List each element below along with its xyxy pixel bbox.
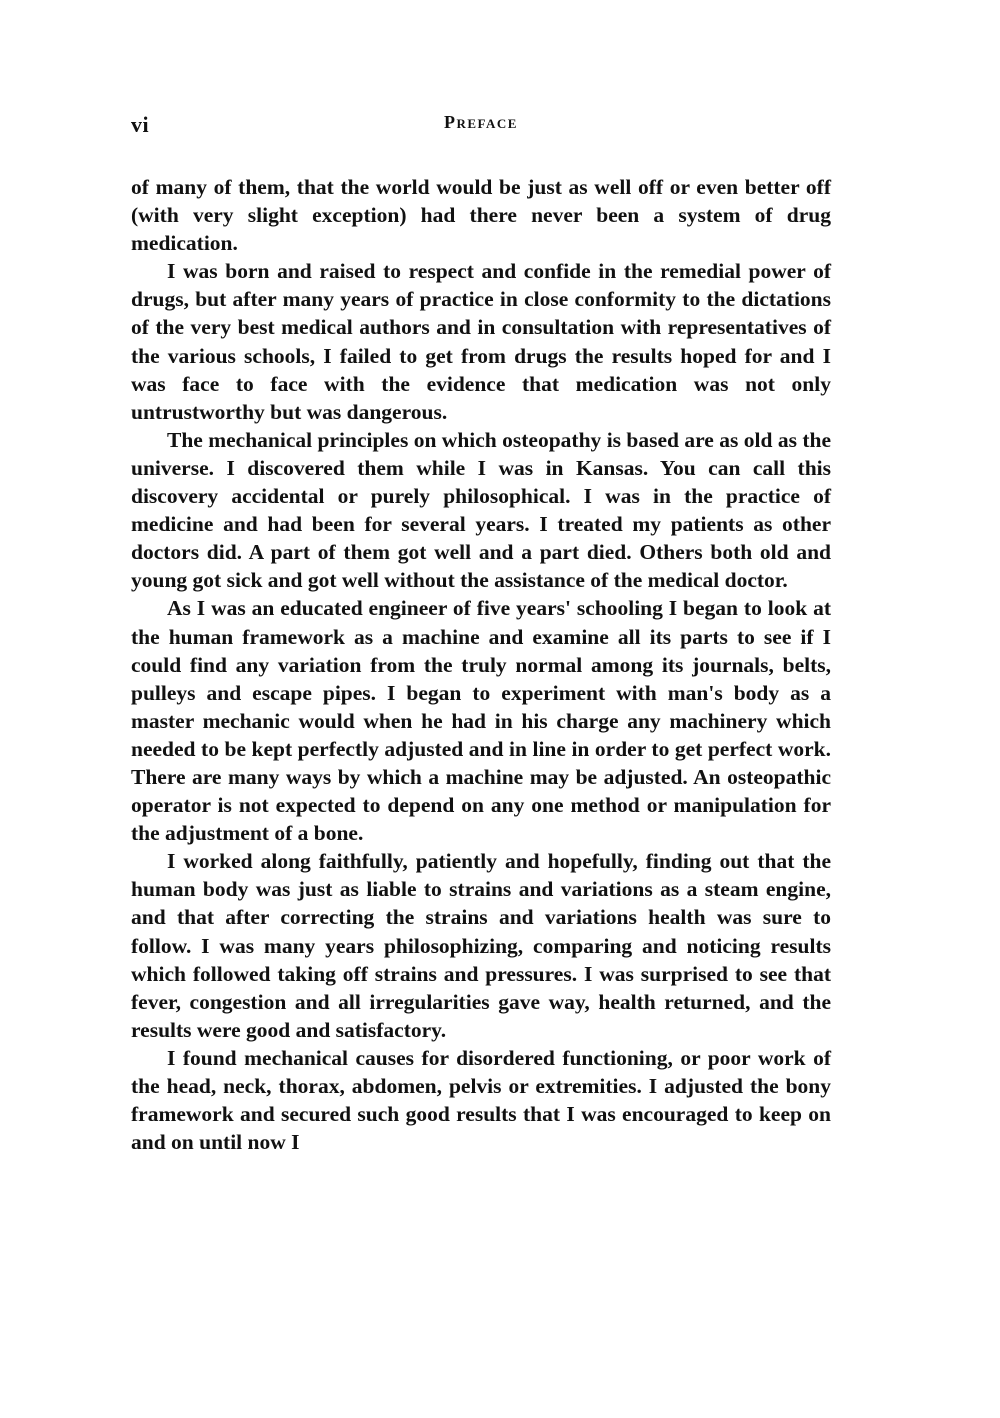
page-title: Preface	[444, 112, 518, 132]
running-head	[131, 112, 831, 148]
page-number: vi	[131, 112, 150, 137]
paragraph: I found mechanical causes for disordered functioning, or poor work of the head, neck, thorax, abdomen, pelvis or extremities. I adjusted the bony framework and secured such good results that I was encouraged to keep on and on until now I	[131, 1045, 831, 1155]
paragraph: The mechanical principles on which osteopathy is based are as old as the universe. I discovered them while I was in Kansas. You can call this discovery accidental or purely philosophical. I was in the practice of medicine and had been for several years. I treated my patients as other doctors did. A part of them got well and a part died. Others both old and young got sick and got well without the assistance of the medical doctor.	[131, 427, 831, 593]
paragraph: As I was an educated engineer of five years' schooling I began to look at the human framework as a machine and examine all its parts to see if I could find any variation from the truly normal among its journals, belts, pulleys and escape pipes. I began to experiment with man's body as a master mechanic would when he had in his charge any machinery which needed to be kept perfectly adjusted and in line in order to get perfect work. There are many ways by which a machine may be adjusted. An osteopathic operator is not expected to depend on any one method or manipulation for the adjustment of a bone.	[131, 596, 831, 846]
paragraph: of many of them, that the world would be just as well off or even better off (with very slight exception) had there never been a system of drug medication.	[131, 175, 831, 256]
paragraph: I worked along faithfully, patiently and hopefully, finding out that the human body was just as liable to strains and variations as a steam engine, and that after correcting the strains and variations health was sure to follow. I was many years philosophizing, comparing and noticing results which followed taking off strains and pressures. I was surprised to see that fever, congestion and all irregularities gave way, health returned, and the results were good and satisfactory.	[131, 849, 831, 1042]
preface-body	[131, 173, 831, 1156]
paragraph: I was born and raised to respect and confide in the remedial power of drugs, but after many years of practice in close conformity to the dictations of the very best medical authors and in consultation with representatives of the various schools, I failed to get from drugs the results hoped for and I was face to face with the evidence that medication was not only untrustworthy but was dangerous.	[131, 259, 831, 424]
